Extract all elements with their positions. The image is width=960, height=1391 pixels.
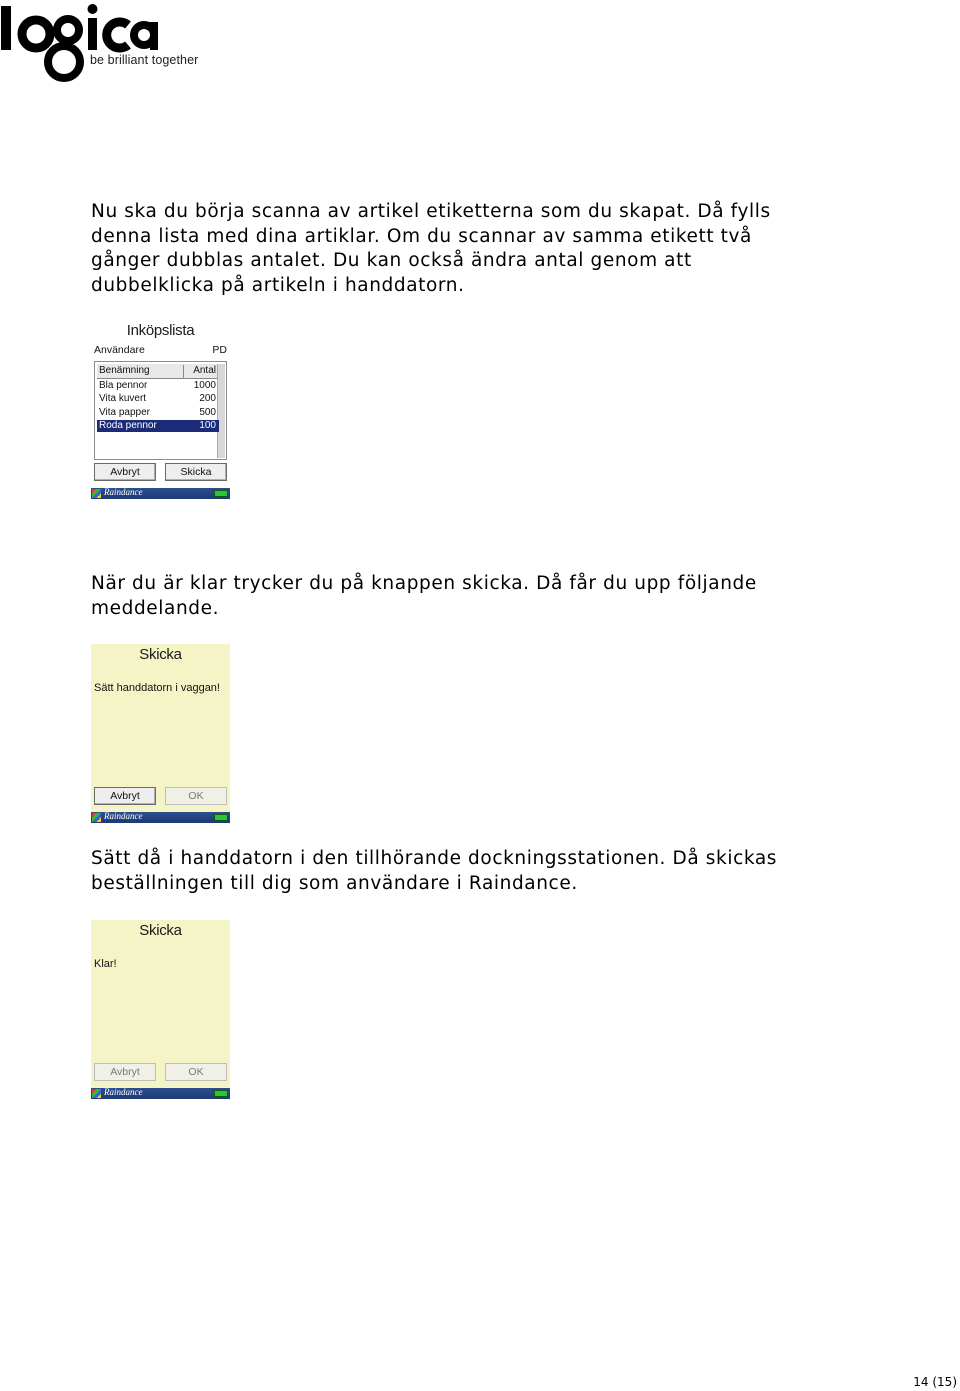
cancel-button[interactable]: Avbryt — [94, 787, 156, 805]
list-header — [97, 364, 219, 379]
column-header-qty[interactable]: Antal — [193, 365, 216, 376]
item-qty: 1000 — [193, 380, 216, 391]
screen-title: Skicka — [139, 646, 182, 663]
list-item-selected[interactable] — [97, 420, 219, 432]
user-value: PD — [212, 344, 227, 356]
taskbar — [91, 1088, 230, 1099]
list-item[interactable] — [97, 393, 219, 405]
windows-start-icon[interactable] — [92, 489, 101, 498]
taskbar-app-name[interactable]: Raindance — [104, 1087, 143, 1097]
page-number: 14 (15) — [913, 1375, 957, 1389]
item-name: Vita papper — [99, 407, 150, 418]
user-label: Användare — [94, 344, 145, 356]
column-header-name[interactable]: Benämning — [99, 365, 184, 378]
windows-start-icon[interactable] — [92, 1089, 101, 1098]
taskbar-app-name[interactable]: Raindance — [104, 811, 143, 821]
dialog-message: Klar! — [94, 958, 117, 970]
item-name: Roda pennor — [99, 420, 157, 431]
send-button[interactable]: Skicka — [165, 463, 227, 481]
device-screenshot-send-done — [91, 920, 230, 1099]
battery-icon — [214, 814, 228, 821]
cancel-button[interactable]: Avbryt — [94, 1063, 156, 1081]
battery-icon — [214, 490, 228, 497]
item-name: Vita kuvert — [99, 393, 147, 404]
ok-button[interactable]: OK — [165, 787, 227, 805]
list-item[interactable] — [97, 380, 219, 392]
article-list[interactable] — [94, 361, 227, 460]
screen-title: Inköpslista — [126, 322, 195, 339]
battery-icon — [214, 1090, 228, 1097]
item-name: Bla pennor — [99, 380, 148, 391]
list-item[interactable] — [97, 407, 219, 419]
taskbar-app-name[interactable]: Raindance — [104, 487, 143, 497]
ok-button[interactable]: OK — [165, 1063, 227, 1081]
item-qty: 500 — [199, 407, 216, 418]
logica-logo — [0, 0, 220, 90]
instruction-paragraph-send: När du är klar trycker du på knappen skicka. Då får du upp följande meddelande. — [91, 573, 757, 619]
cancel-button[interactable]: Avbryt — [94, 463, 156, 481]
logo-tagline: be brilliant together — [90, 53, 199, 67]
item-qty: 200 — [199, 393, 216, 404]
logica-wordmark-icon — [0, 0, 160, 90]
windows-start-icon[interactable] — [92, 813, 101, 822]
taskbar — [91, 812, 230, 823]
device-screenshot-send-prompt — [91, 644, 230, 823]
taskbar — [91, 488, 230, 499]
instruction-paragraph-scan: Nu ska du börja scanna av artikel etiketterna som du skapat. Då fylls denna lista med dina artiklar. Om du scannar av samma etikett två gånger dubblas antalet. Du kan också ändra antal genom att dubbelklicka på artikeln i handdatorn. — [91, 201, 771, 296]
instruction-paragraph-dock: Sätt då i handdatorn i den tillhörande dockningsstationen. Då skickas beställningen till dig som användare i Raindance. — [91, 848, 777, 894]
item-qty: 100 — [199, 420, 216, 431]
dialog-message: Sätt handdatorn i vaggan! — [94, 682, 220, 694]
device-screenshot-purchase-list — [91, 320, 230, 499]
screen-title: Skicka — [139, 922, 182, 939]
